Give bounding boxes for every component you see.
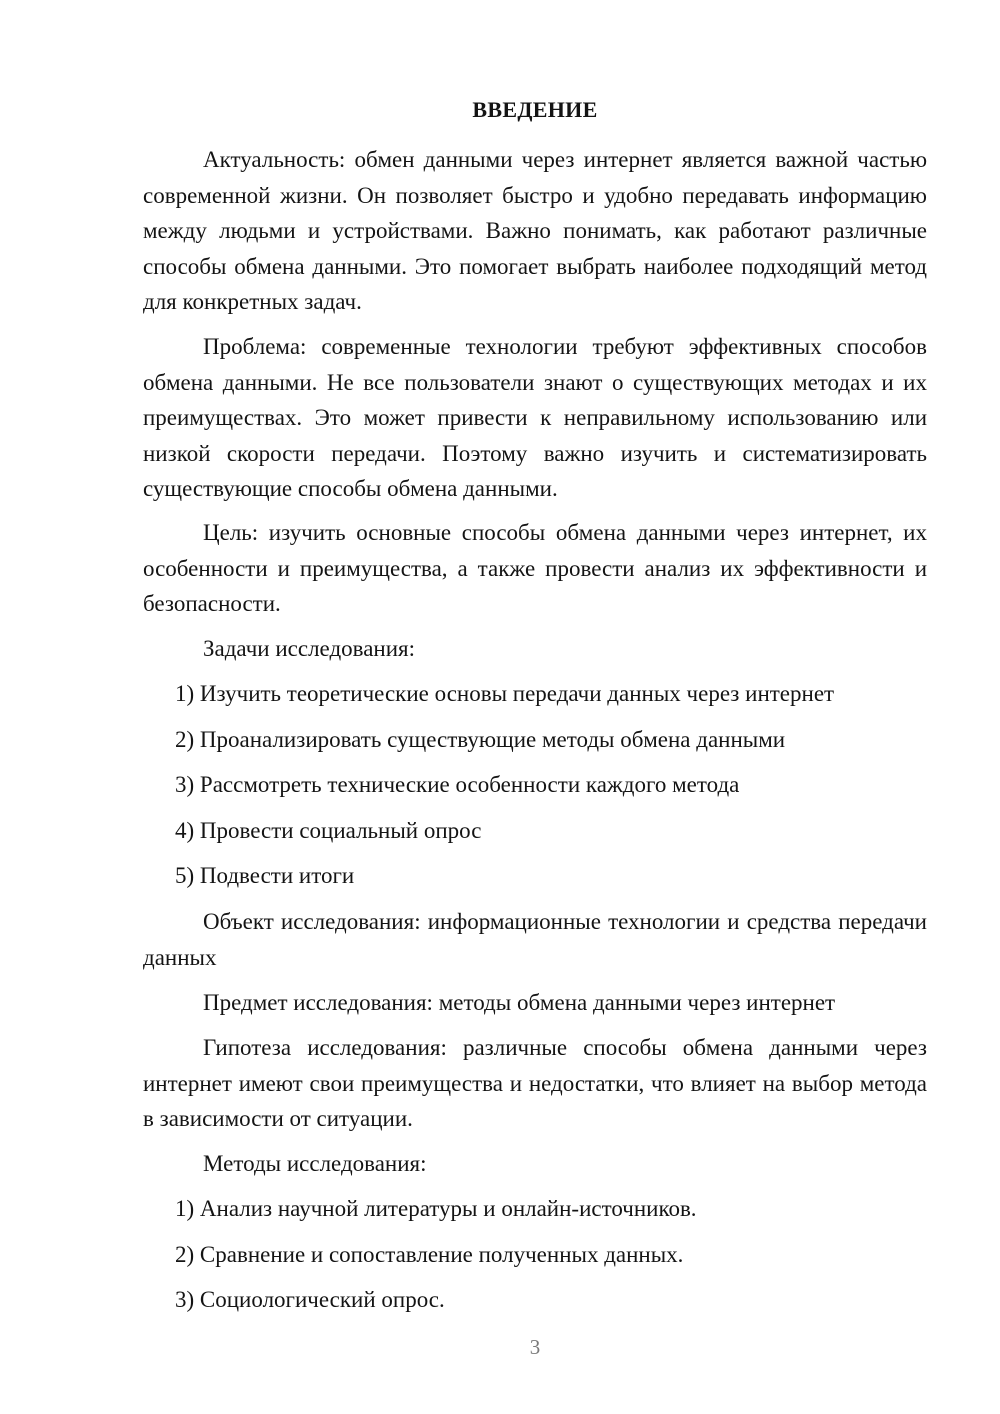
page-title: ВВЕДЕНИЕ — [472, 97, 598, 122]
method-item-3: 3) Социологический опрос. — [175, 1287, 445, 1312]
page-number: 3 — [529, 1335, 541, 1359]
task-item-3: 3) Рассмотреть технические особенности каждого метода — [175, 772, 740, 797]
task-item-4: 4) Провести социальный опрос — [175, 818, 482, 843]
task-item-2: 2) Проанализировать существующие методы обмена данными — [175, 727, 786, 752]
method-item-2: 2) Сравнение и сопоставление полученных данных. — [175, 1242, 684, 1267]
methods-heading: Методы исследования: — [203, 1151, 427, 1176]
task-item-5: 5) Подвести итоги — [175, 863, 355, 888]
object-paragraph: Объект исследования: информационные технологии и средства передачи данных — [143, 909, 927, 970]
method-item-1: 1) Анализ научной литературы и онлайн-источников. — [175, 1196, 697, 1221]
tasks-heading: Задачи исследования: — [203, 636, 416, 661]
problem-paragraph: Проблема: современные технологии требуют эффективных способов обмена данными. Не все пользователи знают о существующих методах и их преимуществах. Это может привести к неправильному использованию или низкой скорости передачи. Поэтому важно изучить и систематизировать существующие способы обмена данными. — [143, 334, 927, 501]
hypothesis-paragraph: Гипотеза исследования: различные способы обмена данными через интернет имеют свои преимущества и недостатки, что влияет на выбор метода в зависимости от ситуации. — [143, 1035, 927, 1131]
goal-paragraph: Цель: изучить основные способы обмена данными через интернет, их особенности и преимущества, а также провести анализ их эффективности и безопасности. — [143, 520, 927, 616]
relevance-paragraph: Актуальность: обмен данными через интернет является важной частью современной жизни. Он позволяет быстро и удобно передавать информацию между людьми и устройствами. Важно понимать, как работают различные способы обмена данными. Это помогает выбрать наиболее подходящий метод для конкретных задач. — [143, 147, 927, 314]
task-item-1: 1) Изучить теоретические основы передачи данных через интернет — [175, 681, 835, 706]
subject-paragraph: Предмет исследования: методы обмена данными через интернет — [203, 990, 836, 1015]
